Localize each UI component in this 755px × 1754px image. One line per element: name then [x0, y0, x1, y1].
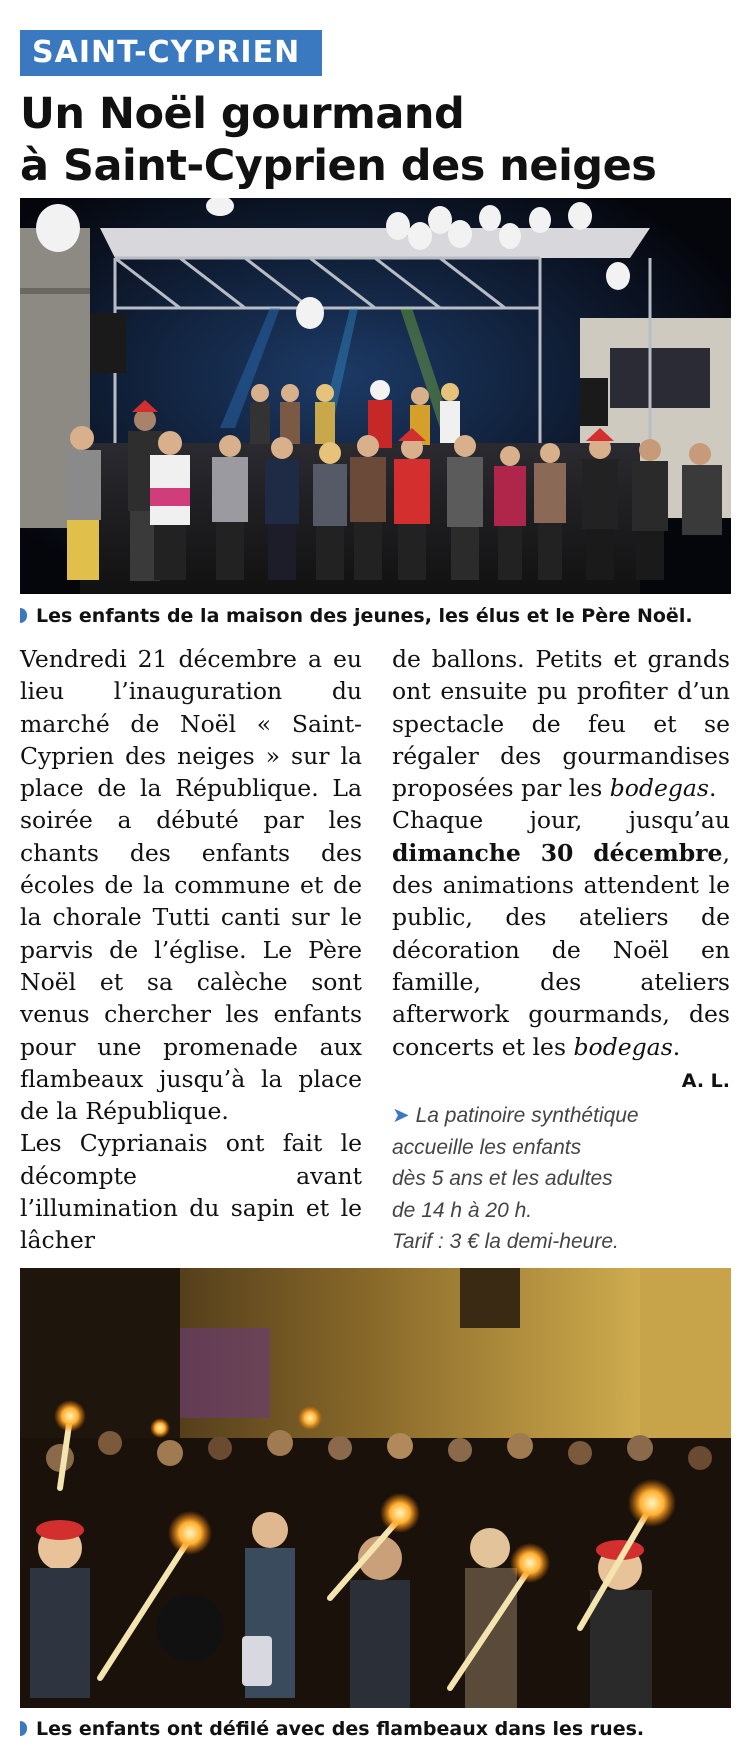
stage-photo-illustration: [20, 198, 731, 594]
col1-paragraph-1: Vendredi 21 décembre a eu lieu l’inauguration du marché de Noël « Saint-Cyprien des neiges » sur la place de la République. La soirée a débuté par les chants des enfants des écoles de la commune et de la chorale Tutti canti sur le parvis de l’église. Le Père Noël et sa calèche sont venus chercher les enfants pour une promenade aux flambeaux jusqu’à la place de la République.: [20, 645, 362, 1126]
info-line-3: dès 5 ans et les adultes: [392, 1167, 613, 1190]
photo-caption-2: [20, 1718, 644, 1740]
info-line-4: de 14 h à 20 h.: [392, 1198, 533, 1222]
photo-caption-1: [20, 605, 693, 627]
headline-line-1: Un Noël gourmand: [20, 89, 465, 139]
col2-paragraph-1: [392, 643, 730, 804]
caption-2-text: Les enfants ont défilé avec des flambeaux dans les rues.: [36, 1718, 645, 1740]
caption-1-text: Les enfants de la maison des jeunes, les élus et le Père Noël.: [36, 605, 693, 627]
col2-p1-text-a: de ballons. Petits et grands ont ensuite pu profiter d’un spectacle de feu et se régaler des gourmandises proposées par les: [392, 645, 730, 803]
torch-parade-illustration: [20, 1268, 731, 1708]
article-column-2: [392, 643, 730, 1063]
info-line-2: accueille les enfants: [392, 1135, 582, 1159]
col2-p2-text-c: .: [672, 1032, 681, 1061]
col1-paragraph-2: Les Cyprianais ont fait le décompte avant l’illumination du sapin et le lâcher: [20, 1129, 362, 1255]
section-kicker: [20, 30, 322, 76]
info-box: [392, 1100, 732, 1258]
col2-p2-text-b: , des animations attendent le public, des ateliers de décoration de Noël en famille, des ateliers afterwork gourmands, des concerts et les: [392, 838, 730, 1061]
author-byline: A. L.: [681, 1070, 730, 1092]
col2-p2-text-a: Chaque jour, jusqu’au: [392, 806, 730, 835]
arrow-right-icon: ➤: [392, 1104, 410, 1127]
col2-p1-text-b: .: [709, 774, 717, 803]
col2-p2-emphasis: bodegas: [573, 1032, 673, 1061]
info-line-1: [392, 1100, 732, 1132]
info-line-5: Tarif : 3 € la demi-heure.: [392, 1230, 619, 1253]
headline-line-2: à Saint-Cyprien des neiges: [20, 141, 657, 191]
col2-p2-date: dimanche 30 décembre: [392, 838, 723, 867]
info-line-1-text: La patinoire synthétique: [415, 1104, 639, 1127]
article-column-1: [20, 643, 362, 1257]
col2-paragraph-2: [392, 804, 730, 1062]
kicker-label: SAINT-CYPRIEN: [32, 35, 301, 70]
torch-parade-photo: [20, 1268, 731, 1708]
caption-marker-icon: [20, 608, 27, 623]
col2-p1-emphasis: bodegas: [609, 774, 709, 803]
stage-photo: [20, 198, 731, 594]
article-headline: [20, 88, 740, 192]
caption-marker-icon: [20, 1721, 27, 1736]
